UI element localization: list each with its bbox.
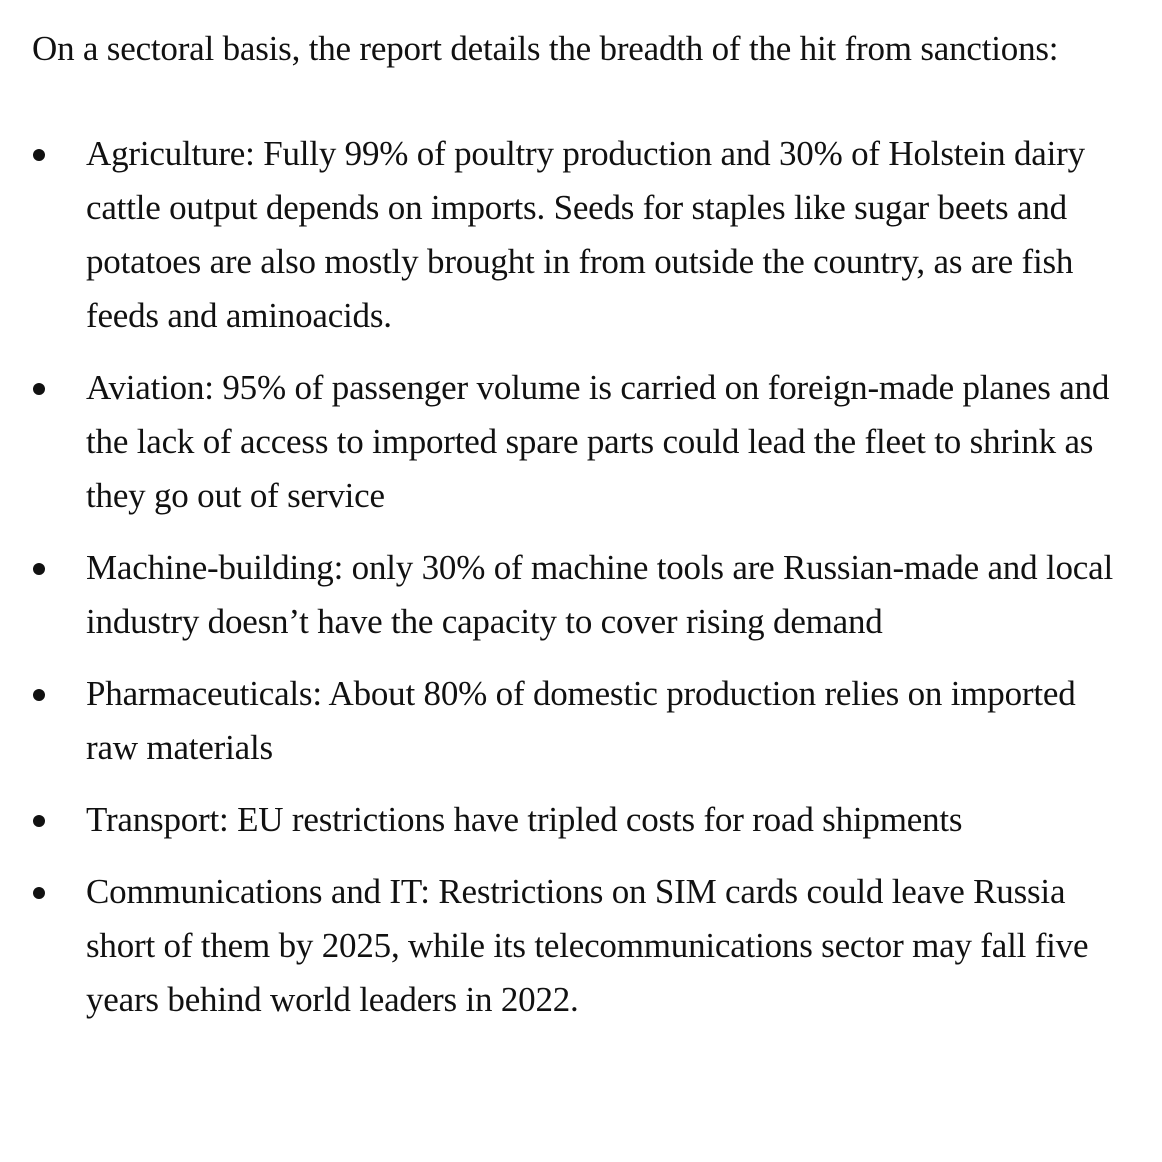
bullet-text: Transport: EU restrictions have tripled costs for road shipments: [86, 800, 963, 839]
bullet-item-machine-building: [32, 541, 1132, 649]
intro-paragraph: On a sectoral basis, the report details the breadth of the hit from sanctions:: [32, 29, 1059, 68]
bullet-item-communications-it: [32, 865, 1132, 1027]
bullet-dot-icon: [33, 383, 45, 395]
bullet-dot-icon: [33, 149, 45, 161]
bullet-text: Communications and IT: Restrictions on SIM cards could leave Russia short of them by 2025, while its telecommunications sector may fall five years behind world leaders in 2022.: [86, 872, 1089, 1019]
bullet-text: Machine-building: only 30% of machine tools are Russian-made and local industry doesn’t have the capacity to cover rising demand: [86, 548, 1113, 641]
bullet-dot-icon: [33, 887, 45, 899]
bullet-item-pharmaceuticals: [32, 667, 1132, 775]
bullet-text: Pharmaceuticals: About 80% of domestic production relies on imported raw materials: [86, 674, 1076, 767]
bullet-item-agriculture: [32, 127, 1132, 343]
bullet-dot-icon: [33, 815, 45, 827]
bullet-item-aviation: [32, 361, 1132, 523]
bullet-dot-icon: [33, 563, 45, 575]
bullet-text: Agriculture: Fully 99% of poultry production and 30% of Holstein dairy cattle output depends on imports. Seeds for staples like sugar beets and potatoes are also mostly brought in from outside the country, as are fish feeds and aminoacids.: [86, 134, 1085, 335]
sector-bullet-list: [32, 127, 1132, 1027]
bullet-item-transport: [32, 793, 1132, 847]
bullet-text: Aviation: 95% of passenger volume is carried on foreign-made planes and the lack of access to imported spare parts could lead the fleet to shrink as they go out of service: [86, 368, 1110, 515]
bullet-dot-icon: [33, 689, 45, 701]
article-body: [32, 22, 1132, 1045]
